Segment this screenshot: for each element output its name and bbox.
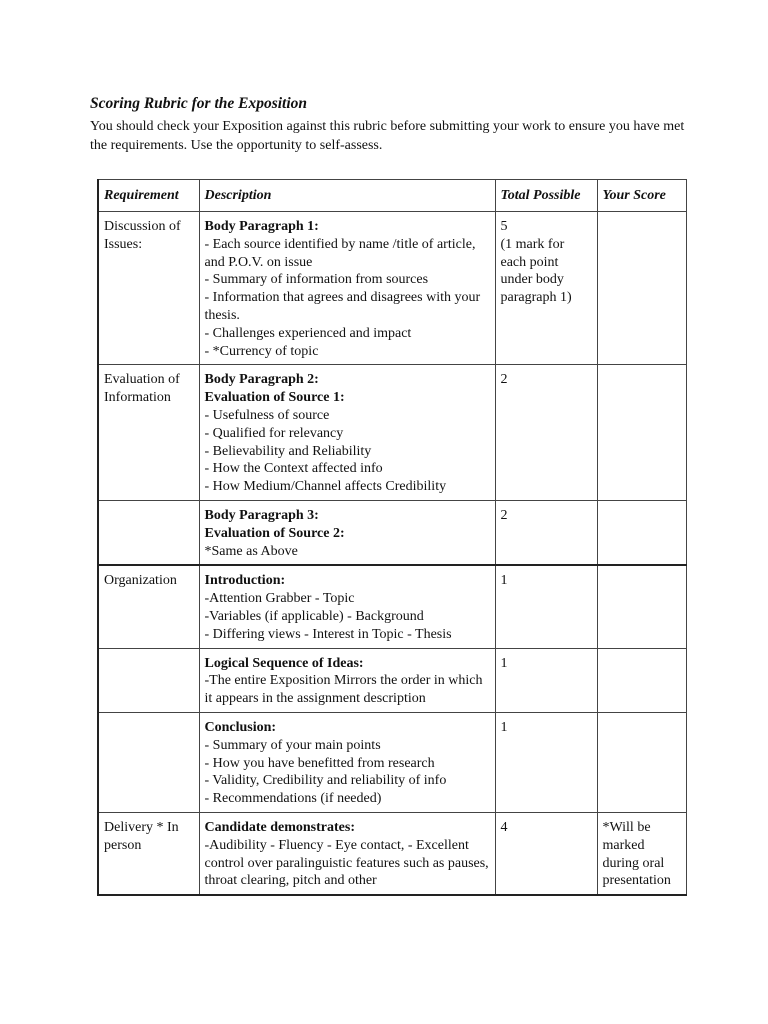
total-possible-cell xyxy=(495,812,597,895)
your-score-cell xyxy=(597,648,686,712)
description-line: - How Medium/Channel affects Credibility xyxy=(204,479,447,495)
description-line: - Usefulness of source xyxy=(204,407,330,423)
description-line: *Same as Above xyxy=(204,543,298,559)
requirement-cell: Delivery * In person xyxy=(98,812,199,895)
description-line: - Differing views - Interest in Topic - Thesis xyxy=(204,626,452,642)
description-heading: Body Paragraph 1: xyxy=(204,219,319,234)
description-heading: Conclusion: xyxy=(204,719,277,735)
description-cell xyxy=(199,712,495,812)
table-row xyxy=(98,812,686,895)
intro-paragraph: You should check your Exposition against this rubric before submitting your work to ensure you have met the requirements. Use the opportunity to self-assess. xyxy=(90,119,685,153)
description-heading: Evaluation of Source 1: xyxy=(204,390,345,406)
total-possible-cell xyxy=(495,500,597,565)
total-value: 2 xyxy=(500,507,508,523)
rubric-table xyxy=(97,179,687,896)
your-score-cell xyxy=(597,500,686,565)
description-cell xyxy=(199,648,495,712)
requirement-cell: Organization xyxy=(98,565,199,648)
your-score-cell xyxy=(597,712,686,812)
total-value: 1 xyxy=(500,719,508,735)
description-cell xyxy=(199,812,495,895)
your-score-cell: *Will be marked during oral presentation xyxy=(597,812,686,895)
your-score-cell xyxy=(597,212,686,365)
your-score-cell xyxy=(597,565,686,648)
description-line: -Variables (if applicable) - Background xyxy=(204,608,424,624)
header-requirement: Requirement xyxy=(98,180,199,212)
description-line: - Qualified for relevancy xyxy=(204,425,344,441)
description-line: - *Currency of topic xyxy=(204,343,319,359)
description-line: - Believability and Reliability xyxy=(204,443,372,459)
requirement-cell xyxy=(98,648,199,712)
total-value: 2 xyxy=(500,372,508,388)
document-title: Scoring Rubric for the Exposition xyxy=(90,95,308,112)
description-cell xyxy=(199,212,495,365)
total-possible-cell xyxy=(495,648,597,712)
description-cell xyxy=(199,565,495,648)
description-line: - How you have benefitted from research xyxy=(204,755,435,771)
description-heading: Candidate demonstrates: xyxy=(204,819,355,835)
requirement-cell xyxy=(98,712,199,812)
description-line: - How the Context affected info xyxy=(204,461,383,477)
header-your-score: Your Score xyxy=(597,180,686,212)
requirement-cell xyxy=(98,500,199,565)
description-line: - Challenges experienced and impact xyxy=(204,325,412,341)
description-line: - Summary of information from sources xyxy=(204,272,429,288)
total-possible-cell xyxy=(495,212,597,365)
description-line: - Summary of your main points xyxy=(204,737,381,753)
description-line: - Validity, Credibility and reliability of info xyxy=(204,773,447,789)
description-line: - Recommendations (if needed) xyxy=(204,791,382,807)
requirement-cell: Evaluation of Information xyxy=(98,365,199,501)
description-line: -Audibility - Fluency - Eye contact, - Excellent control over paralinguistic features such as pauses, throat clearing, pitch and other xyxy=(204,837,489,889)
description-cell xyxy=(199,365,495,501)
total-value: 1 xyxy=(500,573,508,589)
table-header-row xyxy=(98,180,686,212)
description-heading: Introduction: xyxy=(204,573,286,589)
table-row xyxy=(98,712,686,812)
header-total-possible: Total Possible xyxy=(495,180,597,212)
description-heading: Body Paragraph 3: xyxy=(204,507,319,523)
total-value: 1 xyxy=(500,655,508,671)
header-description: Description xyxy=(199,180,495,212)
table-row xyxy=(98,565,686,648)
description-line: - Information that agrees and disagrees with your thesis. xyxy=(204,290,481,323)
description-cell xyxy=(199,500,495,565)
table-row xyxy=(98,500,686,565)
description-heading: Body Paragraph 2: xyxy=(204,372,319,388)
description-line: - Each source identified by name /title of article, and P.O.V. on issue xyxy=(204,236,476,270)
total-possible-cell xyxy=(495,565,597,648)
requirement-cell: Discussion of Issues: xyxy=(98,212,199,365)
table-row xyxy=(98,212,686,365)
table-row xyxy=(98,648,686,712)
total-value: 4 xyxy=(500,819,508,835)
table-row xyxy=(98,365,686,501)
total-value: 5 xyxy=(500,219,508,234)
description-line: -The entire Exposition Mirrors the order in which it appears in the assignment description xyxy=(204,673,483,707)
description-heading: Evaluation of Source 2: xyxy=(204,525,345,541)
total-possible-cell xyxy=(495,712,597,812)
description-line: -Attention Grabber - Topic xyxy=(204,591,355,607)
total-possible-cell xyxy=(495,365,597,501)
your-score-cell xyxy=(597,365,686,501)
description-heading: Logical Sequence of Ideas: xyxy=(204,655,364,671)
total-note: (1 mark for each point under body paragraph 1) xyxy=(500,236,572,306)
